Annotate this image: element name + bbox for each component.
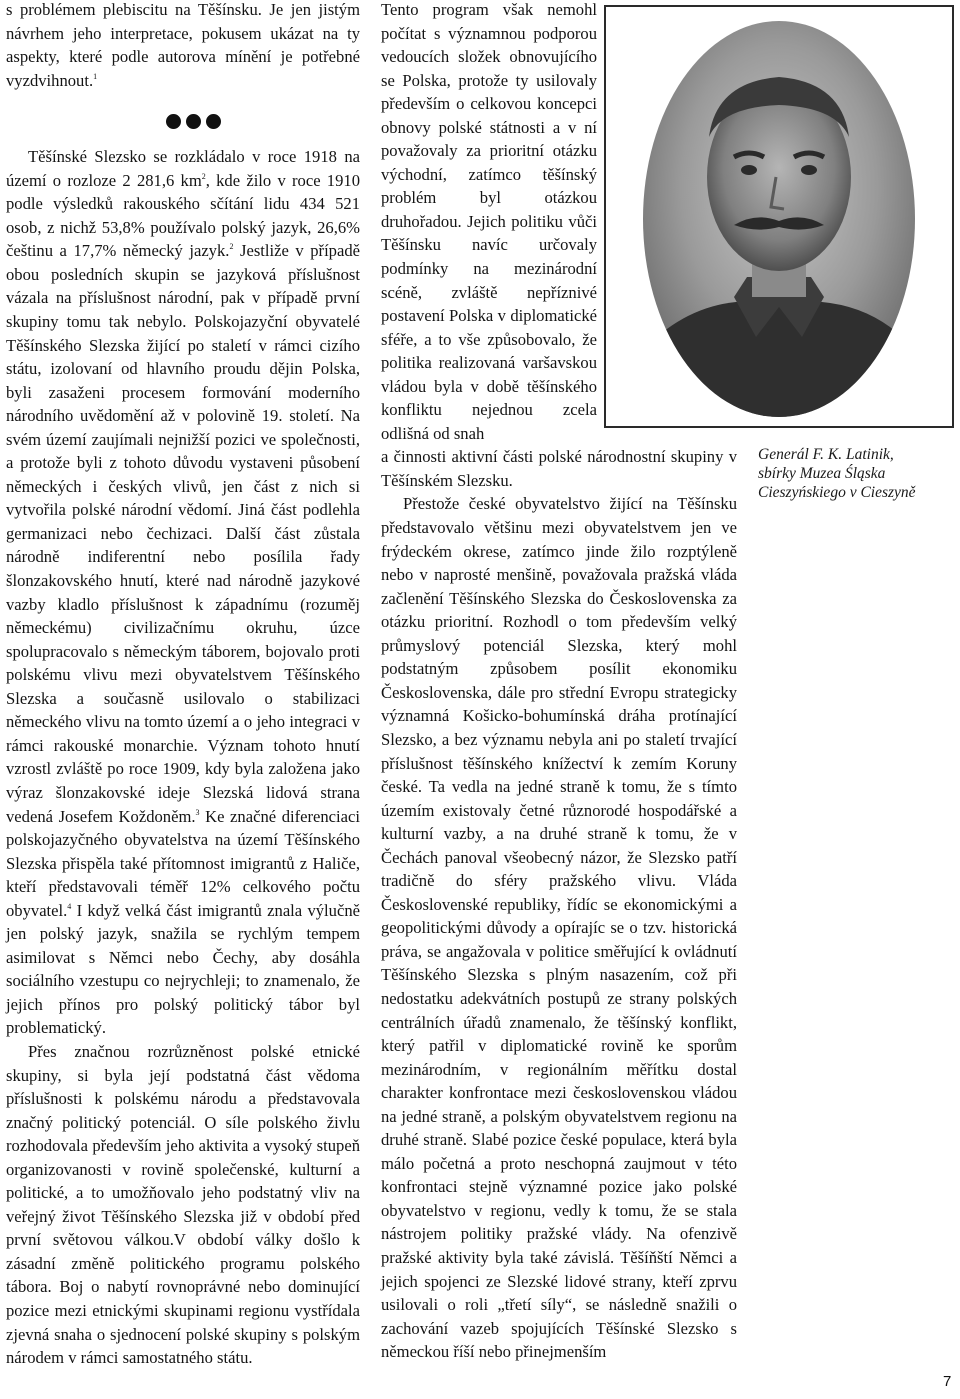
photo-caption: Generál F. K. Latinik, sbírky Muzea Śląska Cieszyńskiego v Cieszyně xyxy=(758,446,916,501)
separator-dot xyxy=(166,114,181,129)
right-paragraph-1-wrapped: Tento program však nemohl počítat s významnou podporou vedoucích složek obnovujícího se Polska, protože ty usilovaly především o celkovou koncepci obnovy polské státnosti a v ní považovaly za prioritní otázku východní, zatímco těšínský problém byl otázkou druhořadou. Jejich politiku vůči Těšínsku navíc určovaly podmínky na mezinárodní scéně, zvláště nepříznivé postavení Polska v diplomatické sféře, a to vše způsobovalo, že politika realizovaná varšavskou vládou byla v době těšínského konfliktu nejednou zcela odlišná od snah xyxy=(381,0,597,443)
section-separator-dots xyxy=(6,114,360,129)
separator-dot xyxy=(186,114,201,129)
right-paragraph-2: Přestože české obyvatelstvo žijící na Těšínsku představovalo většinu mezi obyvatelstvem jen ve frýdeckém okrese, zatímco jinde žilo rozptýleně nebo v naprosté menšině, považovala pražská vláda začlenění Těšínského Slezska do Československa za otázku prioritní. Rozhodl o tom především velký průmyslový potenciál Slezska, který mohl podstatným způsobem posílit ekonomiku Československa, dále pro střední Evropu strategicky významná Košicko-bohumínská dráha protínající Slezsko, a bez významu nebyla ani po staletí trvající příslušnost těšínského knížectví k zemím Koruny české. Ta vedla na jedné straně k tomu, že s tímto územím existovaly četné různorodé hospodářské a kulturní vazby, a na druhé straně k tomu, že v Čechách panoval všeobecný názor, že Slezsko patří tradičně do sféry pražského vlivu. Vláda Československé republiky, řídíc se ekonomickými a geopolitickými důvody a opírajíc se o tzv. historická práva, se angažovala v politice směřující k ovládnutí Těšínského Slezska s plným nasazením, což při nedostatku adekvátních postupů ze strany polských centrálních úřadů znamenalo, že těšínský konflikt, který patřil v diplomatické rovině ke sporům mezinárodním, v regionálním měřítku dostal charakter konfrontace mezi československou vládou na jedné straně, a polským obyvatelstvem regionu na druhé straně. Slabé pozice české populace, která byla málo početná a proto neschopná zaujmout v této konfrontaci stejně významné pozice jako polské obyvatelstvo v regionu, vedly k tomu, že se stala nástrojem politiky pražské vlády. Na ofenzivě pražské aktivity byla také závislá. Těšíňští Němci a jejich spojenci ze Slezské lidové strany, kteří zprvu usilovali o roli „třetí síly“, se následně snažili o zachování vazeb spojujících Těšínské Slezsko s německou říší nebo přinejmenším xyxy=(381,494,737,1362)
footnote-ref: 4 xyxy=(67,901,72,911)
footnote-ref: 2 xyxy=(229,242,234,252)
page-number: 7 xyxy=(943,1373,952,1390)
portrait-photo xyxy=(604,5,954,428)
right-paragraph-1-end: a činnosti aktivní části polské národnostní skupiny v Těšínském Slezsku. xyxy=(381,447,737,490)
footnote-ref: 3 xyxy=(195,807,200,817)
left-paragraph-1: s problémem plebiscitu na Těšínsku. Je jen jistým návrhem jeho interpretace, pokusem ukázat na ty aspekty, které podle autorova mínění je potřebné vyzdvihnout.$^1$ xyxy=(6,0,360,90)
separator-dot xyxy=(206,114,221,129)
right-eye xyxy=(801,165,817,175)
portrait-image xyxy=(606,7,952,426)
left-eye xyxy=(741,165,757,175)
left-paragraph-3: Přes značnou rozrůzněnost polské etnické skupiny, si byla její podstatná část vědoma příslušnosti k polskému národu a představovala značný politický potenciál. O síle polského živlu rozhodovala především jeho aktivita a vysoký stupeň organizovanosti v rovině společenské, kulturní a politické, a to umožňovalo jeho podstatný vliv na veřejný život Těšínského Slezska již v období před první světovou válkou.V období války došlo k zásadní změně politického programu polského tábora. Boj o nabytí rovnoprávné nebo dominující pozice mezi etnickými skupinami regionu vystřídala zjevná snaha o sjednocení polské skupiny s polským národem v rámci samostatného státu. xyxy=(6,1041,360,1368)
superscript-2: 2 xyxy=(201,171,206,181)
footnote-ref: 1 xyxy=(93,71,98,81)
left-paragraph-2: Těšínské Slezsko se rozkládalo v roce 1918 na území o rozloze 2 281,6 $km^2$, kde žilo v roce 1910 podle výsledků rakouského sčítání lidu 434 521 osob, z nichž 53,8% používalo polský jazyk, 26,6% češtinu a 17,7% německý jazyk.$^2$ Jestliže v případě obou posledních skupin se jazyková příslušnost vázala na příslušnost národní, pak v případě první skupiny tomu tak nebylo. Polskojazyční obyvatelé Těšínského Slezska žijící po staletí v rámci cizího státu, izolovaní od hlavního proudu dějin Polska, byli zasaženi procesem formování moderního národního uvědomění až v polovině 19. století. Na svém území zaujímali nejnižší pozici ve společnosti, a protože byli z tohoto důvodu vystaveni působení německých i českých vlivů, jen část z nich si vytvořila polské národní vědomí. Jiná část podlehla germanizaci nebo čechizaci. Další část zůstala národně indiferentní nebo posílila řady šlonzakovského hnutí, které nad národně jazykové vazby kladlo příslušnost k západnímu (rozuměj německému) civilizačnímu okruhu, úzce spolupracovalo s německým táborem, bojovalo proti polskému vlivu mezi obyvatelstvem Těšínského Slezska a současně usilovalo o stabilizaci německého vlivu na tomto území a o jeho integraci v rámci rakouské monarchie. Význam tohoto hnutí vzrostl zvláště po roce 1909, kdy byla založena jako výraz šlonzakovské ideje Slezská lidová strana vedená Josefem Koždoněm.$^3$ Ke značné diferenciaci polskojazyčného obyvatelstva na území Těšínského Slezska přispěla také přítomnost imigrantů z Haliče, kteří představovali téměř 12% celkového počtu obyvatel.$^4$ I když velká část imigrantů znala výlučně jen polský jazyk, snažila se rychlým tempem asimilovat s Němci nebo Čechy, aby dosáhla sociálního vzestupu co nejrychleji; to znamenalo, že jejich přínos pro polský politický tábor byl problematický. xyxy=(6,147,360,1038)
left-text-column xyxy=(6,0,360,1370)
